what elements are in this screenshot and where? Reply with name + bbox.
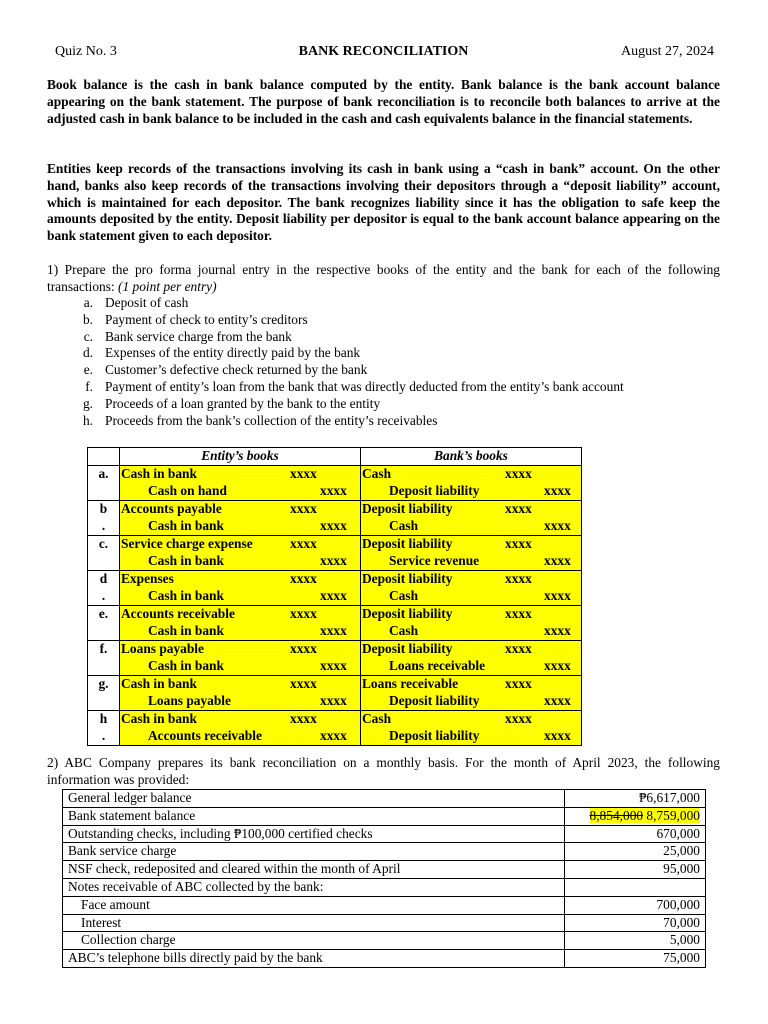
credit-amount: xxxx bbox=[544, 482, 571, 498]
debit-account: Deposit liability bbox=[362, 535, 453, 551]
entry-letter-line: c. bbox=[98, 535, 109, 551]
debit-account: Cash in bank bbox=[121, 710, 197, 726]
question-1 bbox=[47, 262, 720, 296]
credit-amount: xxxx bbox=[544, 657, 571, 673]
table-row bbox=[88, 500, 582, 535]
list-item-text: Bank service charge from the bank bbox=[105, 328, 292, 344]
debit-amount: xxxx bbox=[505, 570, 532, 586]
credit-amount: xxxx bbox=[320, 622, 347, 638]
credit-amount: xxxx bbox=[320, 482, 347, 498]
list-item-text: Payment of entity’s loan from the bank that was directly deducted from the entity’s bank account bbox=[105, 378, 624, 394]
question-2: 2) ABC Company prepares its bank reconciliation on a monthly basis. For the month of April 2023, the following information was provided: bbox=[47, 755, 720, 787]
entry-letter-line: g. bbox=[98, 675, 109, 691]
entity-entry bbox=[120, 500, 361, 535]
bank-entry bbox=[361, 675, 582, 710]
table-row bbox=[88, 710, 582, 745]
list-item bbox=[47, 345, 624, 362]
debit-line bbox=[361, 711, 581, 728]
debit-amount: xxxx bbox=[505, 710, 532, 726]
debit-line bbox=[120, 676, 360, 693]
list-item-text: Proceeds of a loan granted by the bank to the entity bbox=[105, 395, 381, 411]
credit-account: Deposit liability bbox=[389, 482, 480, 498]
debit-line bbox=[120, 711, 360, 728]
entry-letter bbox=[88, 570, 120, 605]
entry-letter bbox=[88, 675, 120, 710]
debit-line bbox=[361, 501, 581, 518]
debit-line bbox=[361, 466, 581, 483]
quiz-date: August 27, 2024 bbox=[621, 44, 714, 59]
info-label: Notes receivable of ABC collected by the bank: bbox=[63, 878, 565, 896]
entry-letter bbox=[88, 710, 120, 745]
entry-letter-line bbox=[88, 553, 119, 570]
entry-letter bbox=[88, 640, 120, 675]
list-item-text: Expenses of the entity directly paid by the bank bbox=[105, 345, 361, 361]
list-item-letter: h. bbox=[82, 412, 93, 428]
debit-line bbox=[361, 536, 581, 553]
info-label: Face amount bbox=[63, 896, 565, 914]
table-row bbox=[63, 825, 706, 843]
debit-amount: xxxx bbox=[290, 710, 317, 726]
debit-amount: xxxx bbox=[290, 500, 317, 516]
amount-highlight bbox=[590, 808, 700, 823]
list-item bbox=[47, 329, 624, 346]
debit-line bbox=[361, 606, 581, 623]
credit-account: Loans receivable bbox=[389, 657, 486, 673]
credit-account: Cash in bank bbox=[148, 517, 224, 533]
credit-line bbox=[120, 728, 360, 745]
debit-amount: xxxx bbox=[290, 675, 317, 691]
debit-line bbox=[361, 571, 581, 588]
je-corner bbox=[88, 448, 120, 466]
list-item bbox=[47, 396, 624, 413]
debit-line bbox=[120, 606, 360, 623]
credit-account: Cash in bank bbox=[148, 622, 224, 638]
quiz-number: Quiz No. 3 bbox=[55, 44, 117, 59]
intro-paragraph-1: Book balance is the cash in bank balance computed by the entity. Bank balance is the bank account balance appearing on the bank statement. The purpose of bank reconciliation is to reconcile both balances to arrive at the adjusted cash in bank balance to be included in the cash and cash equivalents balance in the financial statements. bbox=[47, 77, 720, 126]
table-row bbox=[63, 861, 706, 879]
info-label: Interest bbox=[63, 914, 565, 932]
list-item-letter: c. bbox=[83, 328, 93, 344]
table-row bbox=[63, 950, 706, 968]
table-row bbox=[63, 896, 706, 914]
debit-amount: xxxx bbox=[290, 535, 317, 551]
debit-account: Accounts receivable bbox=[121, 605, 235, 621]
credit-line bbox=[361, 658, 581, 675]
credit-account: Cash bbox=[389, 517, 419, 533]
list-item-text: Payment of check to entity’s creditors bbox=[105, 311, 308, 327]
entity-entry bbox=[120, 605, 361, 640]
info-amount: 75,000 bbox=[565, 950, 706, 968]
table-row bbox=[63, 914, 706, 932]
entry-letter-line bbox=[88, 483, 119, 500]
table-row bbox=[88, 605, 582, 640]
entity-books-header: Entity’s books bbox=[120, 448, 361, 466]
debit-amount: xxxx bbox=[505, 535, 532, 551]
list-item-letter: a. bbox=[83, 295, 93, 310]
credit-account: Cash in bank bbox=[148, 587, 224, 603]
bank-info-table bbox=[62, 789, 706, 968]
debit-account: Cash in bank bbox=[121, 465, 197, 481]
debit-amount: xxxx bbox=[505, 640, 532, 656]
credit-amount: xxxx bbox=[320, 552, 347, 568]
info-amount: 670,000 bbox=[565, 825, 706, 843]
credit-line bbox=[361, 693, 581, 710]
question-1-text: 1) Prepare the pro forma journal entry in the respective books of the entity and the bank for each of the following transactions: bbox=[47, 262, 720, 294]
question-1-points: (1 point per entry) bbox=[118, 278, 217, 294]
info-amount bbox=[565, 807, 706, 825]
debit-line bbox=[120, 536, 360, 553]
entry-letter-line bbox=[88, 623, 119, 640]
credit-account: Deposit liability bbox=[389, 727, 480, 743]
table-row bbox=[63, 807, 706, 825]
table-row bbox=[63, 790, 706, 808]
bank-entry bbox=[361, 570, 582, 605]
list-item-letter: g. bbox=[82, 395, 93, 411]
entity-entry bbox=[120, 535, 361, 570]
credit-account: Cash on hand bbox=[148, 482, 227, 498]
debit-line bbox=[120, 641, 360, 658]
intro-paragraph-2: Entities keep records of the transactions involving its cash in bank using a “cash in bank” account. On the other hand, banks also keep records of the transactions involving their depositors through a “deposit liability” account, which is maintained for each depositor. The bank recognizes liability since it has the obligation to safe keep the amounts deposited by the entity. Deposit liability per depositor is equal to the bank account balance appearing on the bank statement given to each depositor. bbox=[47, 161, 720, 244]
credit-amount: xxxx bbox=[544, 587, 571, 603]
list-item-text: Deposit of cash bbox=[105, 295, 189, 310]
entry-letter-line: . bbox=[101, 517, 106, 533]
table-row bbox=[88, 640, 582, 675]
list-item-letter: e. bbox=[83, 362, 93, 378]
info-amount: 70,000 bbox=[565, 914, 706, 932]
table-row bbox=[88, 465, 582, 500]
credit-amount: xxxx bbox=[320, 517, 347, 533]
info-label: Collection charge bbox=[63, 932, 565, 950]
entry-letter-line bbox=[88, 693, 119, 710]
entry-letter-line: . bbox=[101, 727, 106, 743]
debit-account: Deposit liability bbox=[362, 605, 453, 621]
info-amount: 5,000 bbox=[565, 932, 706, 950]
credit-line bbox=[120, 553, 360, 570]
info-amount: 95,000 bbox=[565, 861, 706, 879]
debit-amount: xxxx bbox=[505, 465, 532, 481]
list-item-text: Proceeds from the bank’s collection of the entity’s receivables bbox=[105, 412, 438, 428]
credit-line bbox=[361, 518, 581, 535]
credit-account: Accounts receivable bbox=[148, 727, 262, 743]
entry-letter-line: e. bbox=[98, 605, 109, 621]
info-label: General ledger balance bbox=[63, 790, 565, 808]
bank-entry bbox=[361, 605, 582, 640]
credit-line bbox=[361, 728, 581, 745]
info-amount bbox=[565, 878, 706, 896]
credit-account: Loans payable bbox=[148, 692, 231, 708]
credit-amount: xxxx bbox=[544, 622, 571, 638]
table-row bbox=[88, 570, 582, 605]
entity-entry bbox=[120, 570, 361, 605]
list-item-letter: b. bbox=[82, 311, 93, 327]
debit-account: Deposit liability bbox=[362, 570, 453, 586]
entry-letter-line: f. bbox=[99, 640, 108, 656]
debit-amount: xxxx bbox=[505, 675, 532, 691]
list-item-text: Customer’s defective check returned by the bank bbox=[105, 362, 368, 378]
table-row bbox=[88, 675, 582, 710]
debit-amount: xxxx bbox=[290, 640, 317, 656]
entry-letter-line: a. bbox=[98, 465, 109, 481]
credit-line bbox=[361, 553, 581, 570]
credit-account: Cash in bank bbox=[148, 657, 224, 673]
info-label: Bank service charge bbox=[63, 843, 565, 861]
bank-entry bbox=[361, 465, 582, 500]
debit-line bbox=[120, 501, 360, 518]
bank-entry bbox=[361, 710, 582, 745]
credit-line bbox=[361, 483, 581, 500]
credit-line bbox=[120, 588, 360, 605]
debit-amount: xxxx bbox=[505, 605, 532, 621]
table-row bbox=[63, 932, 706, 950]
credit-amount: xxxx bbox=[320, 727, 347, 743]
struck-amount: 8,854,000 bbox=[589, 807, 644, 823]
page-title: BANK RECONCILIATION bbox=[298, 44, 469, 59]
entity-entry bbox=[120, 675, 361, 710]
credit-amount: xxxx bbox=[320, 692, 347, 708]
credit-amount: xxxx bbox=[544, 517, 571, 533]
bank-books-header: Bank’s books bbox=[361, 448, 582, 466]
debit-account: Deposit liability bbox=[362, 500, 453, 516]
credit-line bbox=[361, 588, 581, 605]
credit-account: Cash in bank bbox=[148, 552, 224, 568]
debit-amount: xxxx bbox=[290, 570, 317, 586]
list-item bbox=[47, 413, 624, 430]
entity-entry bbox=[120, 640, 361, 675]
entity-entry bbox=[120, 465, 361, 500]
list-item-letter: d. bbox=[82, 345, 93, 361]
bank-entry bbox=[361, 500, 582, 535]
credit-line bbox=[120, 518, 360, 535]
credit-line bbox=[120, 693, 360, 710]
credit-line bbox=[120, 658, 360, 675]
entry-letter bbox=[88, 465, 120, 500]
list-item bbox=[47, 312, 624, 329]
credit-account: Deposit liability bbox=[389, 692, 480, 708]
quiz-header bbox=[47, 44, 720, 62]
entry-letter-line: h bbox=[99, 710, 108, 726]
credit-line bbox=[120, 623, 360, 640]
debit-line bbox=[120, 571, 360, 588]
list-item bbox=[47, 295, 624, 312]
debit-account: Service charge expense bbox=[121, 535, 253, 551]
info-amount: 700,000 bbox=[565, 896, 706, 914]
debit-account: Loans receivable bbox=[362, 675, 459, 691]
table-row bbox=[63, 843, 706, 861]
debit-account: Cash bbox=[362, 465, 392, 481]
info-amount: 25,000 bbox=[565, 843, 706, 861]
credit-amount: xxxx bbox=[320, 657, 347, 673]
list-item bbox=[47, 362, 624, 379]
info-label: ABC’s telephone bills directly paid by the bank bbox=[63, 950, 565, 968]
debit-account: Loans payable bbox=[121, 640, 204, 656]
transaction-list bbox=[47, 295, 624, 429]
debit-account: Cash bbox=[362, 710, 392, 726]
credit-amount: xxxx bbox=[544, 692, 571, 708]
entry-letter bbox=[88, 605, 120, 640]
debit-account: Expenses bbox=[121, 570, 174, 586]
entry-letter-line: b bbox=[99, 500, 108, 516]
debit-line bbox=[361, 676, 581, 693]
list-item-letter: f. bbox=[85, 378, 93, 394]
entry-letter-line bbox=[88, 658, 119, 675]
debit-account: Cash in bank bbox=[121, 675, 197, 691]
table-row bbox=[88, 535, 582, 570]
debit-amount: xxxx bbox=[505, 500, 532, 516]
debit-account: Accounts payable bbox=[121, 500, 222, 516]
info-amount: ₱6,617,000 bbox=[565, 790, 706, 808]
entry-letter-line: . bbox=[101, 587, 106, 603]
credit-amount: xxxx bbox=[544, 727, 571, 743]
bank-entry bbox=[361, 535, 582, 570]
credit-account: Service revenue bbox=[389, 552, 480, 568]
list-item bbox=[47, 379, 624, 396]
journal-entry-table bbox=[87, 447, 582, 746]
info-label: Outstanding checks, including ₱100,000 certified checks bbox=[63, 825, 565, 843]
info-label: Bank statement balance bbox=[63, 807, 565, 825]
credit-account: Cash bbox=[389, 622, 419, 638]
debit-line bbox=[120, 466, 360, 483]
credit-line bbox=[361, 623, 581, 640]
credit-line bbox=[120, 483, 360, 500]
debit-account: Deposit liability bbox=[362, 640, 453, 656]
credit-account: Cash bbox=[389, 587, 419, 603]
entry-letter bbox=[88, 535, 120, 570]
credit-amount: xxxx bbox=[544, 552, 571, 568]
info-label: NSF check, redeposited and cleared within the month of April bbox=[63, 861, 565, 879]
entity-entry bbox=[120, 710, 361, 745]
credit-amount: xxxx bbox=[320, 587, 347, 603]
debit-amount: xxxx bbox=[290, 465, 317, 481]
entry-letter bbox=[88, 500, 120, 535]
entry-letter-line: d bbox=[99, 570, 108, 586]
table-row bbox=[63, 878, 706, 896]
debit-amount: xxxx bbox=[290, 605, 317, 621]
debit-line bbox=[361, 641, 581, 658]
corrected-amount: 8,759,000 bbox=[643, 807, 700, 823]
bank-entry bbox=[361, 640, 582, 675]
